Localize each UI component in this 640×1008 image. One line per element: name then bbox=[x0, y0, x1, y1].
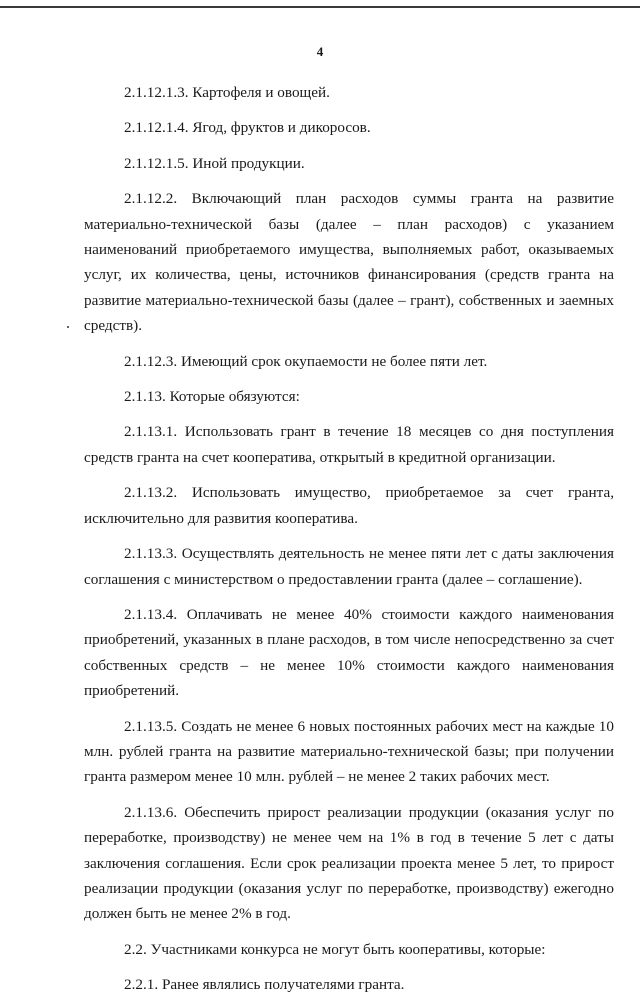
paragraph-2-2: 2.2. Участниками конкурса не могут быть кооперативы, которые: bbox=[124, 940, 546, 958]
document-body bbox=[84, 80, 614, 1008]
paragraph-2-1-12-1-4: 2.1.12.1.4. Ягод, фруктов и дикоросов. bbox=[124, 119, 371, 137]
paragraph-2-1-13-1: 2.1.13.1. Использовать грант в течение 18 месяцев со дня поступления средств гранта на счет кооператива, открытый в кредитной организации. bbox=[84, 423, 614, 466]
paragraph-2-1-12-1-3: 2.1.12.1.3. Картофеля и овощей. bbox=[124, 84, 330, 101]
paragraph-2-1-13-6: 2.1.13.6. Обеспечить прирост реализации продукции (оказания услуг по переработке, производству) не менее чем на 1% в год в течение 5 лет с даты заключения соглашения. Если срок реализации проекта менее 5 лет, то прирост реализации продукции (оказания услуг по переработке, производству) ежегодно должен быть не менее 2% в год. bbox=[84, 803, 614, 923]
paragraph-2-2-1: 2.2.1. Ранее являлись получателями гранта. bbox=[124, 976, 405, 994]
paragraph-2-1-12-3: 2.1.12.3. Имеющий срок окупаемости не более пяти лет. bbox=[124, 352, 488, 370]
paragraph-2-1-12-2: 2.1.12.2. Включающий план расходов суммы гранта на развитие материально-технической базы (далее – план расходов) с указанием наименований приобретаемого имущества, выполняемых работ, оказываемых услуг, их количества, цены, источников финансирования (средств гранта на развитие материально-технической базы (далее – грант), собственных и заемных средств). bbox=[84, 190, 614, 335]
paragraph-2-1-12-1-5: 2.1.12.1.5. Иной продукции. bbox=[124, 154, 305, 172]
margin-mark bbox=[67, 326, 69, 328]
top-border-line bbox=[0, 6, 640, 8]
paragraph-2-1-13-5: 2.1.13.5. Создать не менее 6 новых постоянных рабочих мест на каждые 10 млн. рублей гранта на развитие материально-технической базы; при получении гранта размером менее 10 млн. рублей – не менее 2 таких рабочих мест. bbox=[84, 717, 614, 786]
paragraph-2-1-13-2: 2.1.13.2. Использовать имущество, приобретаемое за счет гранта, исключительно для развития кооператива. bbox=[84, 484, 614, 527]
paragraph-2-1-13-4: 2.1.13.4. Оплачивать не менее 40% стоимости каждого наименования приобретений, указанных в плане расходов, в том числе непосредственно за счет собственных средств – не менее 10% стоимости каждого наименования приобретений. bbox=[84, 605, 614, 700]
paragraph-2-1-13: 2.1.13. Которые обязуются: bbox=[124, 388, 300, 406]
paragraph-2-1-13-3: 2.1.13.3. Осуществлять деятельность не менее пяти лет с даты заключения соглашения с министерством о предоставлении гранта (далее – соглашение). bbox=[84, 545, 614, 588]
page-number: 4 bbox=[316, 44, 324, 59]
